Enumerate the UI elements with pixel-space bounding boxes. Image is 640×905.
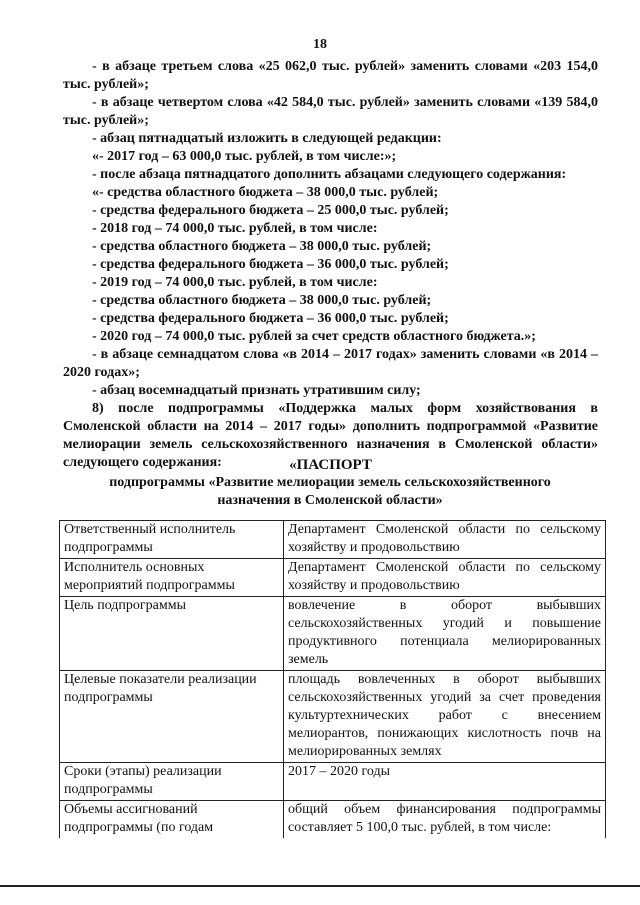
paragraph-10: - средства федерального бюджета – 36 000,0 тыс. рублей; bbox=[92, 257, 449, 272]
table-row bbox=[60, 559, 606, 597]
paragraph-8: - 2018 год – 74 000,0 тыс. рублей, в том числе: bbox=[92, 221, 378, 236]
row-label: Исполнитель основных мероприятий подпрограммы bbox=[60, 559, 284, 597]
paragraph-3: - абзац пятнадцатый изложить в следующей редакции: bbox=[92, 131, 442, 146]
page-number: 18 bbox=[313, 37, 327, 52]
table-row bbox=[60, 801, 606, 839]
row-value: 2017 – 2020 годы bbox=[284, 763, 606, 801]
table-row bbox=[60, 597, 606, 671]
passport-title: «ПАСПОРТ bbox=[289, 457, 372, 473]
passport-subtitle: подпрограммы «Развитие мелиорации земель сельскохозяйственного назначения в Смоленской области» bbox=[109, 475, 551, 508]
paragraph-1: - в абзаце третьем слова «25 062,0 тыс. рублей» заменить словами «203 154,0 тыс. рублей»; bbox=[63, 59, 598, 92]
paragraph-11: - 2019 год – 74 000,0 тыс. рублей, в том числе: bbox=[92, 275, 378, 290]
paragraph-9: - средства областного бюджета – 38 000,0 тыс. рублей; bbox=[92, 239, 432, 254]
paragraph-15: - в абзаце семнадцатом слова «в 2014 – 2017 годах» заменить словами «в 2014 – 2020 годах»; bbox=[63, 347, 598, 380]
row-value: Департамент Смоленской области по сельскому хозяйству и продовольствию bbox=[284, 559, 606, 597]
table-row bbox=[60, 521, 606, 559]
paragraph-5: - после абзаца пятнадцатого дополнить абзацами следующего содержания: bbox=[92, 167, 567, 182]
paragraph-2: - в абзаце четвертом слова «42 584,0 тыс. рублей» заменить словами «139 584,0 тыс. рублей»; bbox=[63, 95, 598, 128]
row-value: общий объем финансирования подпрограммы составляет 5 100,0 тыс. рублей, в том числе: bbox=[284, 801, 606, 839]
document-body bbox=[63, 58, 598, 472]
paragraph-12: - средства областного бюджета – 38 000,0 тыс. рублей; bbox=[92, 293, 432, 308]
table-row bbox=[60, 671, 606, 763]
paragraph-4: «- 2017 год – 63 000,0 тыс. рублей, в том числе:»; bbox=[92, 149, 397, 164]
paragraph-17: 8) после подпрограммы «Поддержка малых форм хозяйствования в Смоленской области на 2014 – 2017 годы» дополнить подпрограммой «Развитие мелиорации земель сельскохозяйственного назначения в Смоленской области» следующего содержания: bbox=[63, 401, 598, 470]
row-label: Цель подпрограммы bbox=[60, 597, 284, 671]
row-label: Объемы ассигнований подпрограммы (по годам bbox=[60, 801, 284, 839]
paragraph-14: - 2020 год – 74 000,0 тыс. рублей за счет средств областного бюджета.»; bbox=[92, 329, 536, 344]
row-label: Ответственный исполнитель подпрограммы bbox=[60, 521, 284, 559]
bottom-divider bbox=[0, 885, 640, 887]
paragraph-13: - средства федерального бюджета – 36 000,0 тыс. рублей; bbox=[92, 311, 449, 326]
passport-table bbox=[59, 520, 606, 838]
row-label: Сроки (этапы) реализации подпрограммы bbox=[60, 763, 284, 801]
row-label: Целевые показатели реализации подпрограммы bbox=[60, 671, 284, 763]
table-row bbox=[60, 763, 606, 801]
paragraph-6: «- средства областного бюджета – 38 000,0 тыс. рублей; bbox=[92, 185, 439, 200]
paragraph-7: - средства федерального бюджета – 25 000,0 тыс. рублей; bbox=[92, 203, 449, 218]
row-value: Департамент Смоленской области по сельскому хозяйству и продовольствию bbox=[284, 521, 606, 559]
row-value: площадь вовлеченных в оборот выбывших сельскохозяйственных угодий за счет проведения культуртехнических работ с внесением мелиорантов, понижающих кислотность почв на мелиорированных землях bbox=[284, 671, 606, 763]
paragraph-16: - абзац восемнадцатый признать утратившим силу; bbox=[92, 383, 421, 398]
row-value: вовлечение в оборот выбывших сельскохозяйственных угодий и повышение продуктивного потенциала мелиорированных земель bbox=[284, 597, 606, 671]
